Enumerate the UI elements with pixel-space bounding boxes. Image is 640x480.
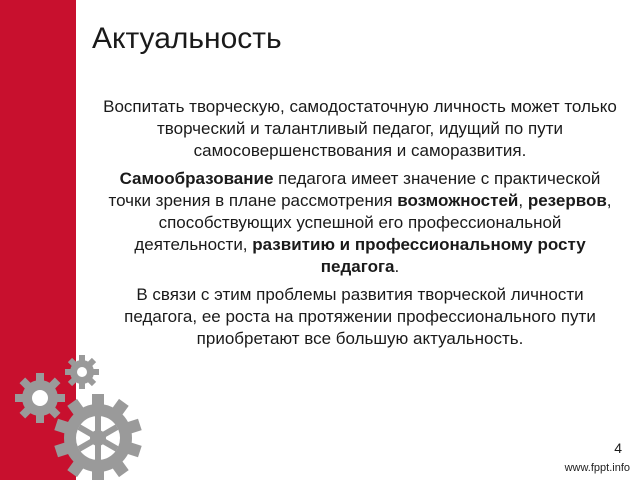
website-footer: www.fppt.info — [564, 462, 630, 474]
slide-body — [100, 96, 620, 356]
bold-term-reserves: резервов — [527, 191, 607, 210]
page-number: 4 — [614, 440, 622, 456]
text-span: , способствующих успешной его профессиональной деятельности, — [134, 191, 612, 254]
bold-term-opportunities: возможностей — [397, 191, 519, 210]
bold-term-self-education: Самообразование — [119, 169, 274, 188]
text-span: педагога имеет значение с практической точки зрения в плане рассмотрения — [108, 169, 601, 210]
paragraph-1: Воспитать творческую, самодостаточную личность может только творческий и талантливый педагог, идущий по пути самосовершенствования и саморазвития. — [103, 97, 617, 160]
gears-icon — [6, 350, 146, 480]
slide-title: Актуальность — [92, 22, 282, 55]
text-span: , — [518, 191, 528, 210]
text-span: . — [394, 257, 400, 276]
paragraph-2 — [100, 168, 620, 278]
paragraph-3: В связи с этим проблемы развития творческой личности педагога, ее роста на протяжении профессионального пути приобретают все большую актуальность. — [124, 285, 596, 348]
bold-term-development: развитию и профессиональному росту педагога — [252, 235, 586, 276]
